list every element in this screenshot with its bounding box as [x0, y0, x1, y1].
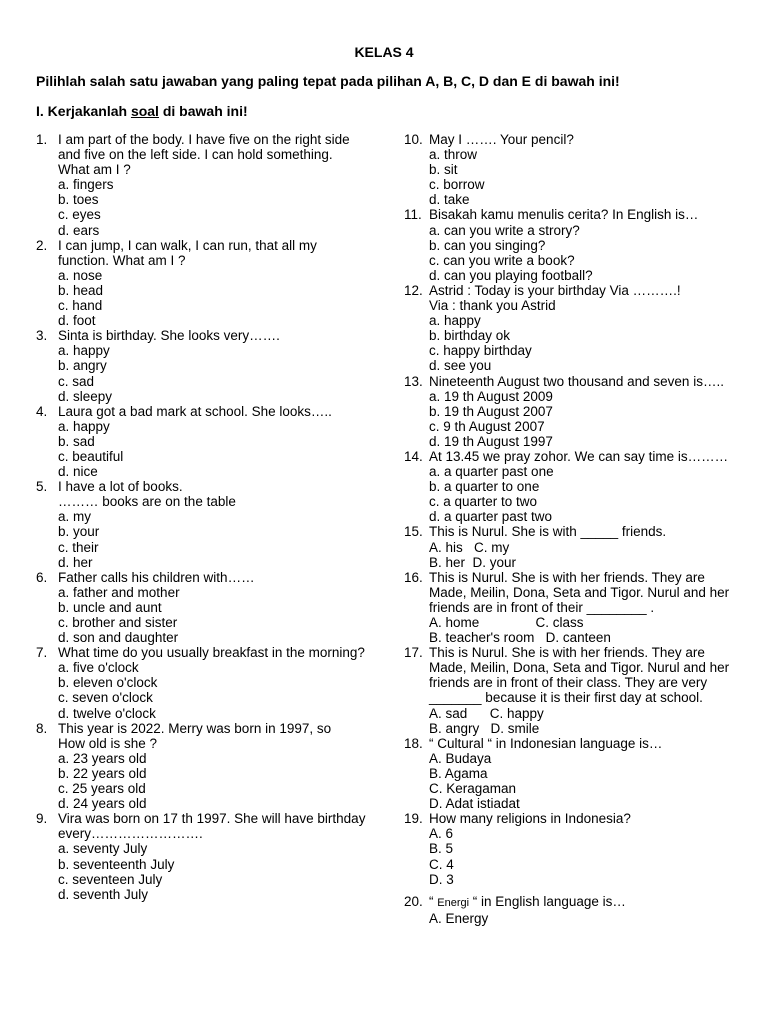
question-text: This is Nurul. She is with _____ friends.: [429, 524, 667, 540]
answer-option: c. can you write a book?: [429, 252, 575, 268]
answer-option: b. 22 years old: [58, 765, 147, 781]
question-text: How old is she ?: [58, 735, 158, 751]
question-text: How many religions in Indonesia?: [429, 811, 631, 827]
answer-option: C. 4: [429, 856, 454, 872]
answer-option: a. throw: [429, 147, 478, 163]
answer-option: d. see you: [429, 358, 492, 374]
answer-option: d. 19 th August 1997: [429, 433, 553, 449]
answer-option: d. foot: [58, 313, 96, 329]
question-number: 18.: [404, 735, 423, 751]
question-number: 12.: [404, 282, 423, 298]
answer-option: b. birthday ok: [429, 328, 511, 344]
answer-option: B. 5: [429, 841, 454, 857]
answer-option: a. my: [58, 509, 92, 525]
answer-option: a. fingers: [58, 177, 114, 193]
answer-option: b. toes: [58, 192, 99, 208]
question-text: This is Nurul. She is with her friends. They are Made, Meilin, Dona, Seta and Tigor. Nurul and her friends are in front of their class. They are very _______ because it is their first day at school.: [429, 645, 730, 706]
answer-option: b. seventeenth July: [58, 856, 175, 872]
answer-option: a. nose: [58, 267, 103, 283]
answer-option: d. sleepy: [58, 388, 113, 404]
answer-option: A. 6: [429, 826, 454, 842]
answer-option: b. angry: [58, 358, 107, 374]
answer-option: d. her: [58, 554, 93, 570]
answer-option: C. Keragaman: [429, 781, 517, 797]
answer-option: d. seventh July: [58, 886, 149, 902]
question-text: Nineteenth August two thousand and seven is…..: [429, 373, 724, 389]
answer-option: c. brother and sister: [58, 615, 178, 630]
answer-option: a. 19 th August 2009: [429, 388, 553, 404]
answer-option: d. twelve o'clock: [58, 705, 156, 721]
answer-option: D. Adat istiadat: [429, 796, 520, 812]
answer-option: b. eleven o'clock: [58, 675, 158, 691]
question-number: 1.: [36, 132, 48, 147]
answer-option: c. 25 years old: [58, 781, 146, 797]
answer-option: a. a quarter past one: [429, 464, 554, 480]
question-text: Vira was born on 17 th 1997. She will have birthday every…………………….: [58, 811, 366, 842]
answer-option: b. sad: [58, 433, 95, 449]
question-text: “ Cultural “ in Indonesian language is…: [429, 735, 663, 751]
answer-option: B. Agama: [429, 765, 488, 781]
question-item: [36, 721, 366, 812]
question-number: 17.: [404, 645, 423, 661]
question-item: [404, 811, 744, 886]
question-text: Bisakah kamu menulis cerita? In English is…: [429, 207, 699, 223]
question-text: Laura got a bad mark at school. She looks…..: [58, 403, 332, 419]
question-text: At 13.45 we pray zohor. We can say time is………: [429, 448, 729, 464]
section-prefix: I. Kerjakanlah: [36, 103, 131, 119]
question-item: [36, 404, 366, 479]
answer-option: d. nice: [58, 464, 98, 480]
question-number: 15.: [404, 524, 423, 540]
answer-option: a. happy: [58, 343, 110, 359]
answer-option: c. borrow: [429, 177, 485, 193]
answer-option: c. seventeen July: [58, 871, 163, 887]
question-text: and five on the left side. I can hold something.: [58, 147, 333, 163]
page-title: KELAS 4: [354, 44, 414, 60]
answer-option: c. sad: [58, 373, 95, 389]
answer-option: c. a quarter to two: [429, 494, 538, 510]
section-underlined-word: soal: [130, 103, 159, 119]
question-text: Astrid : Today is your birthday Via ……….!: [429, 282, 681, 298]
question-number: 8.: [36, 720, 48, 736]
answer-option: a. seventy July: [58, 841, 148, 857]
question-number: 10.: [404, 132, 423, 147]
answer-option: a. happy: [429, 313, 481, 329]
question-number: 4.: [36, 403, 48, 419]
question-item: [404, 894, 744, 926]
quote-open: “: [429, 893, 438, 909]
question-column-right: [404, 132, 744, 926]
answer-option: b. sit: [429, 162, 458, 178]
answer-option: A. sad C. happy: [429, 705, 544, 721]
answer-option: b. 19 th August 2007: [429, 403, 553, 419]
answer-option: b. head: [58, 282, 104, 298]
question-number: 16.: [404, 569, 423, 585]
question-item: [404, 524, 744, 569]
question-text: Father calls his children with……: [58, 569, 255, 585]
term-word: Energi: [437, 896, 470, 909]
question-number: 6.: [36, 569, 48, 585]
instructions: Pilihlah salah satu jawaban yang paling tepat pada pilihan A, B, C, D dan E di bawah ini!: [36, 73, 620, 89]
question-item: [36, 132, 366, 238]
question-column-left: [36, 132, 366, 902]
question-text: May I ……. Your pencil?: [429, 132, 574, 147]
question-text: This year is 2022. Merry was born in 1997, so: [58, 720, 332, 736]
answer-option: c. seven o'clock: [58, 690, 153, 706]
question-item: [404, 736, 744, 811]
question-text: Sinta is birthday. She looks very…….: [58, 328, 280, 344]
question-text: This is Nurul. She is with her friends. They are Made, Meilin, Dona, Seta and Tigor. Nurul and her friends are in front of their ________ .: [429, 569, 730, 615]
question-item: [404, 645, 744, 736]
question-item: [404, 374, 744, 449]
answer-option: b. uncle and aunt: [58, 599, 162, 615]
question-item: [36, 479, 366, 570]
question-item: [36, 645, 366, 720]
answer-option: d. can you playing football?: [429, 267, 593, 283]
question-number: 11.: [404, 207, 422, 223]
question-number: 13.: [404, 373, 423, 389]
question-number: 9.: [36, 811, 48, 827]
question-item: [404, 449, 744, 524]
answer-option: c. happy birthday: [429, 343, 532, 359]
question-text: I am part of the body. I have five on the right side: [58, 132, 350, 147]
question-text: I can jump, I can walk, I can run, that all my function. What am I ?: [58, 237, 317, 268]
answer-option: a. happy: [58, 418, 110, 434]
quote-rest: “ in English language is…: [469, 893, 626, 909]
question-item: [36, 570, 366, 645]
answer-option: A. Energy: [429, 910, 489, 926]
answer-option: A. Budaya: [429, 750, 492, 766]
answer-option: d. son and daughter: [58, 630, 179, 646]
question-item: [404, 132, 744, 207]
answer-option: d. a quarter past two: [429, 509, 553, 525]
question-item: [36, 328, 366, 403]
question-number: 5.: [36, 479, 48, 495]
question-text: I have a lot of books.: [58, 479, 183, 495]
question-number: 14.: [404, 448, 423, 464]
question-item: [404, 570, 744, 645]
question-item: [404, 283, 744, 374]
section-suffix: di bawah ini!: [158, 103, 248, 119]
question-number: 20.: [404, 893, 423, 909]
question-number: 3.: [36, 328, 48, 344]
question-number: 2.: [36, 237, 48, 253]
answer-option: A. his C. my: [429, 539, 510, 555]
answer-option: c. beautiful: [58, 448, 124, 464]
question-item: [36, 238, 366, 329]
answer-option: c. 9 th August 2007: [429, 418, 545, 434]
section-heading: [36, 103, 248, 119]
question-text: What time do you usually breakfast in the morning?: [58, 645, 365, 661]
answer-option: b. can you singing?: [429, 237, 546, 253]
question-number: 19.: [404, 811, 423, 827]
answer-option: b. your: [58, 524, 100, 540]
answer-option: a. five o'clock: [58, 660, 139, 676]
answer-option: B. her D. your: [429, 554, 517, 570]
answer-option: c. their: [58, 539, 99, 555]
question-item: [36, 811, 366, 902]
question-text: What am I ?: [58, 162, 131, 178]
answer-option: a. 23 years old: [58, 750, 147, 766]
answer-option: B. teacher's room D. canteen: [429, 630, 611, 646]
answer-option: A. home C. class: [429, 615, 584, 630]
question-number: 7.: [36, 645, 48, 661]
answer-option: c. hand: [58, 298, 103, 314]
question-text: ……… books are on the table: [58, 494, 236, 510]
answer-option: a. father and mother: [58, 584, 180, 600]
answer-option: d. ears: [58, 222, 100, 238]
question-text: Via : thank you Astrid: [429, 298, 556, 314]
answer-option: d. 24 years old: [58, 796, 147, 812]
answer-option: d. take: [429, 192, 470, 208]
question-text: [429, 894, 744, 911]
answer-option: b. a quarter to one: [429, 479, 540, 495]
answer-option: c. eyes: [58, 207, 101, 223]
answer-option: a. can you write a strory?: [429, 222, 580, 238]
answer-option: D. 3: [429, 871, 454, 887]
answer-option: B. angry D. smile: [429, 720, 540, 736]
question-item: [404, 207, 744, 282]
